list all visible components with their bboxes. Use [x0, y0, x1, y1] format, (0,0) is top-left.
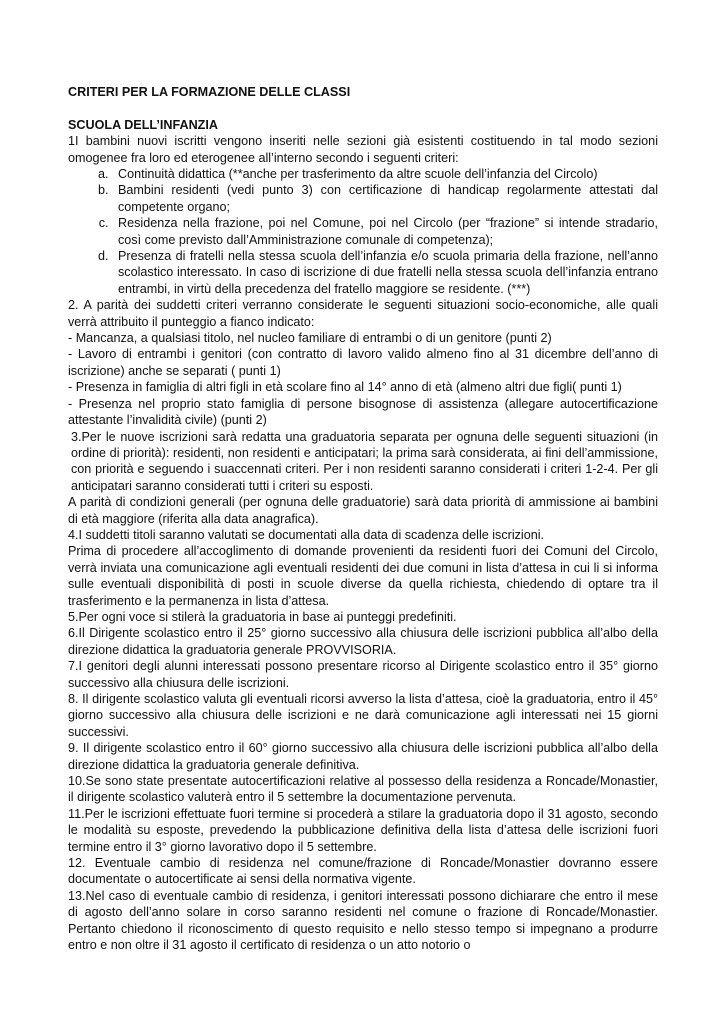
- paragraph-5: 5.Per ogni voce si stilerà la graduatoria in base ai punteggi predefiniti.: [68, 609, 457, 624]
- score-item: - Presenza in famiglia di altri figli in età scolare fino al 14° anno di età (almeno altri due figli( punti 1): [68, 380, 622, 395]
- criteria-item: c. Residenza nella frazione, poi nel Comune, poi nel Circolo (per “frazione” si intende stradario, così come previsto dall’Amministrazione comunale di competenza);: [112, 215, 658, 248]
- paragraph-10: 10.Se sono state presentate autocertificazioni relative al possesso della residenza a Roncade/Monastier, il dirigente scolastico valuterà entro il 5 settembre la documentazione pervenuta.: [68, 774, 658, 805]
- paragraph-6: 6.Il Dirigente scolastico entro il 25° giorno successivo alla chiusura delle iscrizioni pubblica all’albo della direzione didattica la graduatoria generale PROVVISORIA.: [68, 626, 658, 657]
- paragraph-3: 3.Per le nuove iscrizioni sarà redatta una graduatoria separata per ognuna delle seguenti situazioni (in ordine di priorità): residenti, non residenti e anticipatari; la prima sarà considerata, ai fini dell’ammissione, con priorità e seguendo i suaccennati criteri. Per i non residenti saranno considerati i criteri 1-2-4. Per gli anticipatari saranno considerati tutti i criteri su esposti.: [71, 429, 658, 493]
- score-item: - Presenza nel proprio stato famiglia di persone bisognose di assistenza (allegare autocertificazione attestante l’invalidità civile) (punti 2): [68, 396, 658, 428]
- criteria-item: a. Continuità didattica (**anche per trasferimento da altre scuole dell’infanzia del Circolo): [112, 166, 658, 182]
- criteria-item: b. Bambini residenti (vedi punto 3) con certificazione di handicap regolarmente attestati dal competente organo;: [112, 182, 658, 215]
- paragraph-2: 2. A parità dei suddetti criteri verranno considerate le seguenti situazioni socio-economiche, alle quali verrà attribuito il punteggio a fianco indicato:: [68, 298, 658, 329]
- paragraph-4: 4.I suddetti titoli saranno valutati se documentati alla data di scadenza delle iscrizioni.: [68, 527, 545, 542]
- paragraph-11: 11.Per le iscrizioni effettuate fuori termine si procederà a stilare la graduatoria dopo il 31 agosto, secondo le modalità su esposte, prevedendo la pubblicazione definitiva della lista d’attesa delle iscrizioni fuori termine entro il 3° giorno lavorativo dopo il 5 settembre.: [68, 806, 658, 854]
- paragraph-non-residents: Prima di procedere all’accoglimento di domande provenienti da residenti fuori dei Comuni del Circolo, verrà inviata una comunicazione agli eventuali residenti dei due comuni in lista d’attesa in cui li si informa sulle eventuali disponibilità di posti in scuole diverse da quella richiesta, chiedendo di optare tra il trasferimento e la permanenza in lista d’attesa.: [68, 544, 658, 608]
- paragraph-8: 8. Il dirigente scolastico valuta gli eventuali ricorsi avverso la lista d’attesa, cioè la graduatoria, entro il 45° giorno successivo alla chiusura delle iscrizioni e ne darà comunicazione agli interessati nei 15 giorni successivi.: [68, 692, 658, 739]
- criteria-item: d. Presenza di fratelli nella stessa scuola dell’infanzia e/o scuola primaria della frazione, nell’anno scolastico interessato. In caso di iscrizione di due fratelli nella stessa scuola dell’infanzia entrano entrambi, in virtù della precedenza del fratello maggiore se residente. (***): [112, 248, 658, 297]
- paragraph-12: 12. Eventuale cambio di residenza nel comune/frazione di Roncade/Monastier dovranno essere documentate o autocertificate ai sensi della normativa vigente.: [68, 856, 658, 887]
- paragraph-priority: A parità di condizioni generali (per ognuna delle graduatorie) sarà data priorità di ammissione ai bambini di età maggiore (riferita alla data anagrafica).: [68, 495, 658, 526]
- document-title: CRITERI PER LA FORMAZIONE DELLE CLASSI: [68, 85, 351, 99]
- criteria-list: [68, 166, 658, 297]
- section-heading: SCUOLA DELL’INFANZIA: [68, 117, 218, 132]
- paragraph-13: 13.Nel caso di eventuale cambio di residenza, i genitori interessati possono dichiarare che entro il mese di agosto dell’anno solare in corso saranno residenti nel comune o frazione di Roncade/Monastier. Pertanto chiedono il riconoscimento di questo requisito e nello stesso tempo si impegnano a produrre entro e non oltre il 31 agosto il certificato di residenza o un atto notorio o: [68, 888, 658, 953]
- paragraph-9: 9. Il dirigente scolastico entro il 60° giorno successivo alla chiusura delle iscrizioni pubblica all’albo della direzione didattica la graduatoria generale definitiva.: [68, 741, 658, 772]
- score-item: - Mancanza, a qualsiasi titolo, nel nucleo familiare di entrambi o di un genitore (punti 2): [68, 331, 552, 346]
- intro-paragraph: 1I bambini nuovi iscritti vengono inseriti nelle sezioni già esistenti costituendo in tal modo sezioni omogenee fra loro ed eterogenee all’interno secondo i seguenti criteri:: [68, 134, 658, 165]
- score-item: - Lavoro di entrambi i genitori (con contratto di lavoro valido almeno fino al 31 dicembre dell’anno di iscrizione) anche se separati ( punti 1): [68, 347, 658, 378]
- paragraph-7: 7.I genitori degli alunni interessati possono presentare ricorso al Dirigente scolastico entro il 35° giorno successivo alla chiusura delle iscrizioni.: [68, 659, 658, 690]
